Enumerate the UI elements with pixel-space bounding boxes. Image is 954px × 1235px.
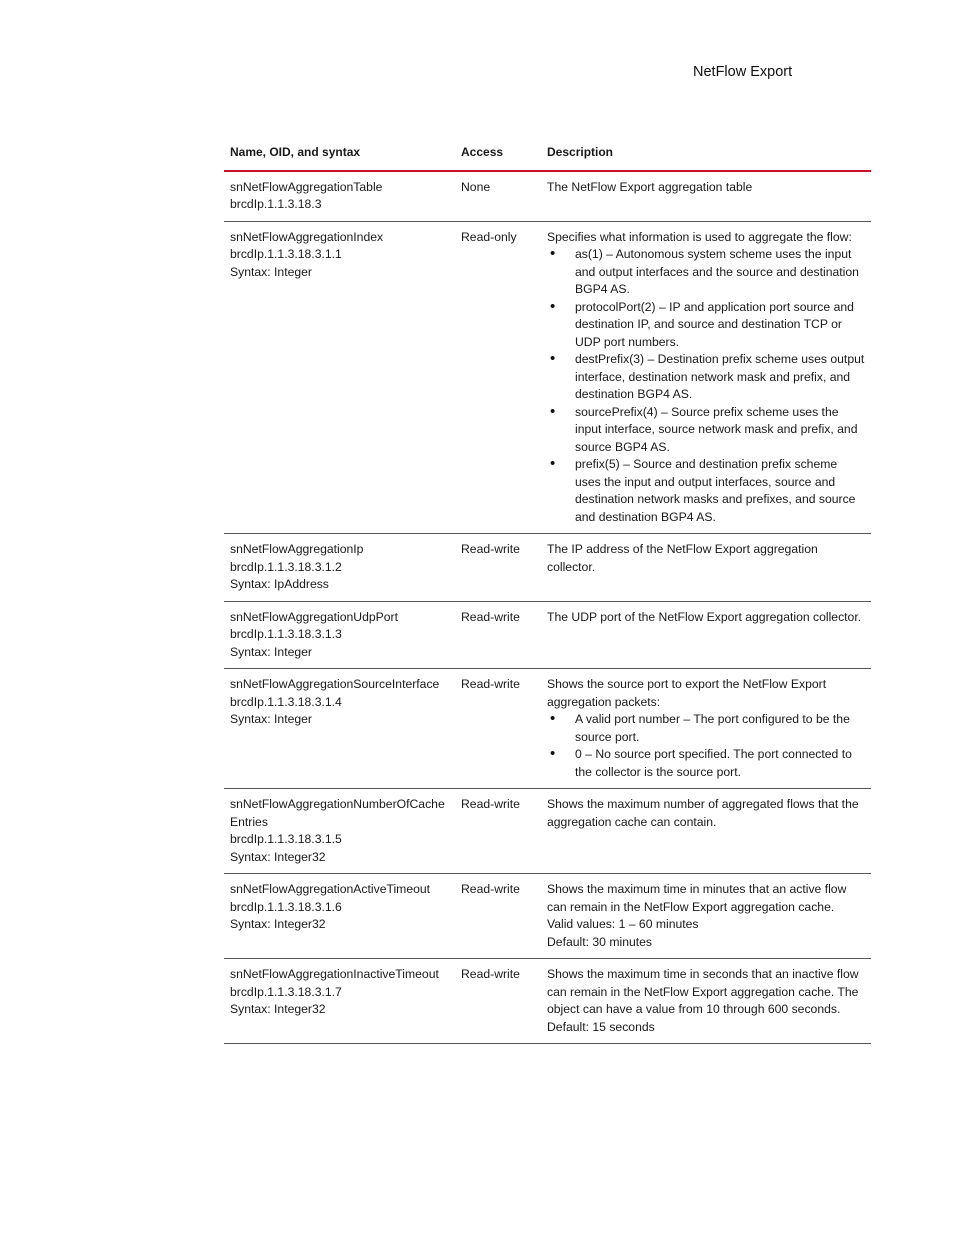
table-body xyxy=(224,171,871,1044)
column-header-name: Name, OID, and syntax xyxy=(224,143,455,171)
object-syntax: Syntax: Integer32 xyxy=(230,1002,326,1016)
table-row xyxy=(224,789,871,874)
access-value: Read-write xyxy=(461,542,520,556)
access-cell xyxy=(455,221,541,534)
description-cell xyxy=(541,221,871,534)
name-cell xyxy=(224,221,455,534)
description-bullet-item: • sourcePrefix(4) – Source prefix scheme uses the input interface, source network mask and prefix, and source BGP4 AS. xyxy=(547,404,865,457)
access-value: Read-write xyxy=(461,967,520,981)
name-cell xyxy=(224,874,455,959)
name-cell xyxy=(224,669,455,789)
description-text: Shows the maximum time in seconds that an inactive flow can remain in the NetFlow Export aggregation cache. The object can have a value from 10 through 600 seconds. xyxy=(547,967,859,1016)
object-syntax: Syntax: Integer xyxy=(230,712,312,726)
description-bullet-list xyxy=(547,711,865,781)
object-name: snNetFlowAggregationNumberOfCache Entries xyxy=(230,797,445,829)
table-header-row xyxy=(224,143,871,171)
object-name: snNetFlowAggregationTable xyxy=(230,179,383,194)
description-bullet-item: • destPrefix(3) – Destination prefix scheme uses output interface, destination network mask and prefix, and destination BGP4 AS. xyxy=(547,351,865,404)
object-oid: brcdIp.1.1.3.18.3.1.4 xyxy=(230,694,342,709)
description-extra-line: Valid values: 1 – 60 minutes xyxy=(547,917,699,931)
column-header-access: Access xyxy=(455,143,541,171)
name-cell xyxy=(224,171,455,222)
description-cell xyxy=(541,601,871,669)
description-cell xyxy=(541,669,871,789)
description-cell xyxy=(541,534,871,602)
description-text: Specifies what information is used to aggregate the flow: xyxy=(547,229,852,244)
object-oid: brcdIp.1.1.3.18.3.1.3 xyxy=(230,627,342,641)
access-cell xyxy=(455,669,541,789)
object-syntax: Syntax: IpAddress xyxy=(230,577,329,591)
name-cell xyxy=(224,959,455,1044)
description-bullet-item: • protocolPort(2) – IP and application port source and destination IP, and source and destination TCP or UDP port numbers. xyxy=(547,299,865,352)
name-cell xyxy=(224,789,455,874)
access-value: Read-write xyxy=(461,677,520,691)
description-bullet-item: • prefix(5) – Source and destination prefix scheme uses the input and output interfaces, source and destination network masks and prefixes, and source and destination BGP4 AS. xyxy=(547,456,865,526)
description-cell xyxy=(541,171,871,222)
object-syntax: Syntax: Integer xyxy=(230,264,312,279)
description-cell xyxy=(541,959,871,1044)
object-oid: brcdIp.1.1.3.18.3 xyxy=(230,197,322,211)
object-oid: brcdIp.1.1.3.18.3.1.2 xyxy=(230,559,342,574)
access-cell xyxy=(455,874,541,959)
access-cell xyxy=(455,171,541,222)
object-syntax: Syntax: Integer xyxy=(230,644,312,659)
description-text: Shows the maximum number of aggregated flows that the aggregation cache can contain. xyxy=(547,797,859,829)
name-cell xyxy=(224,534,455,602)
running-header-title: NetFlow Export xyxy=(693,64,793,80)
object-name: snNetFlowAggregationIp xyxy=(230,542,364,556)
mib-objects-table xyxy=(224,143,871,1044)
access-cell xyxy=(455,789,541,874)
access-cell xyxy=(455,601,541,669)
description-extra-lines xyxy=(547,1019,865,1037)
name-cell xyxy=(224,601,455,669)
table-row xyxy=(224,171,871,222)
access-value: Read-write xyxy=(461,797,520,811)
object-name: snNetFlowAggregationSourceInterface xyxy=(230,677,440,691)
description-bullet-list xyxy=(547,246,865,526)
description-text: The UDP port of the NetFlow Export aggregation collector. xyxy=(547,609,862,624)
object-name: snNetFlowAggregationIndex xyxy=(230,229,384,244)
table-row xyxy=(224,221,871,534)
object-name: snNetFlowAggregationInactiveTimeout xyxy=(230,967,439,981)
table-row xyxy=(224,959,871,1044)
object-oid: brcdIp.1.1.3.18.3.1.6 xyxy=(230,899,342,914)
description-cell xyxy=(541,874,871,959)
description-bullet-item: • as(1) – Autonomous system scheme uses the input and output interfaces and the source and destination BGP4 AS. xyxy=(547,246,865,299)
table-row xyxy=(224,601,871,669)
description-text: Shows the maximum time in minutes that an active flow can remain in the NetFlow Export aggregation cache. xyxy=(547,882,847,914)
description-bullet-item: • A valid port number – The port configured to be the source port. xyxy=(547,711,865,746)
access-cell xyxy=(455,534,541,602)
table-row xyxy=(224,669,871,789)
access-value: Read-only xyxy=(461,229,517,244)
description-extra-lines xyxy=(547,916,865,951)
object-name: snNetFlowAggregationUdpPort xyxy=(230,609,399,624)
description-cell xyxy=(541,789,871,874)
description-text: The IP address of the NetFlow Export aggregation collector. xyxy=(547,542,818,574)
access-cell xyxy=(455,959,541,1044)
description-bullet-item: • 0 – No source port specified. The port connected to the collector is the source port. xyxy=(547,746,865,781)
access-value: Read-write xyxy=(461,882,520,896)
object-oid: brcdIp.1.1.3.18.3.1.1 xyxy=(230,247,342,261)
table-row xyxy=(224,874,871,959)
object-oid: brcdIp.1.1.3.18.3.1.7 xyxy=(230,984,342,999)
table-row xyxy=(224,534,871,602)
column-header-description: Description xyxy=(541,143,871,171)
description-text: The NetFlow Export aggregation table xyxy=(547,179,753,194)
description-text: Shows the source port to export the NetFlow Export aggregation packets: xyxy=(547,677,827,709)
access-value: Read-write xyxy=(461,609,520,624)
access-value: None xyxy=(461,179,491,194)
description-extra-line: Default: 30 minutes xyxy=(547,934,653,949)
object-oid: brcdIp.1.1.3.18.3.1.5 xyxy=(230,832,342,846)
object-syntax: Syntax: Integer32 xyxy=(230,917,326,931)
description-extra-line: Default: 15 seconds xyxy=(547,1019,655,1034)
object-name: snNetFlowAggregationActiveTimeout xyxy=(230,882,431,896)
object-syntax: Syntax: Integer32 xyxy=(230,849,326,864)
